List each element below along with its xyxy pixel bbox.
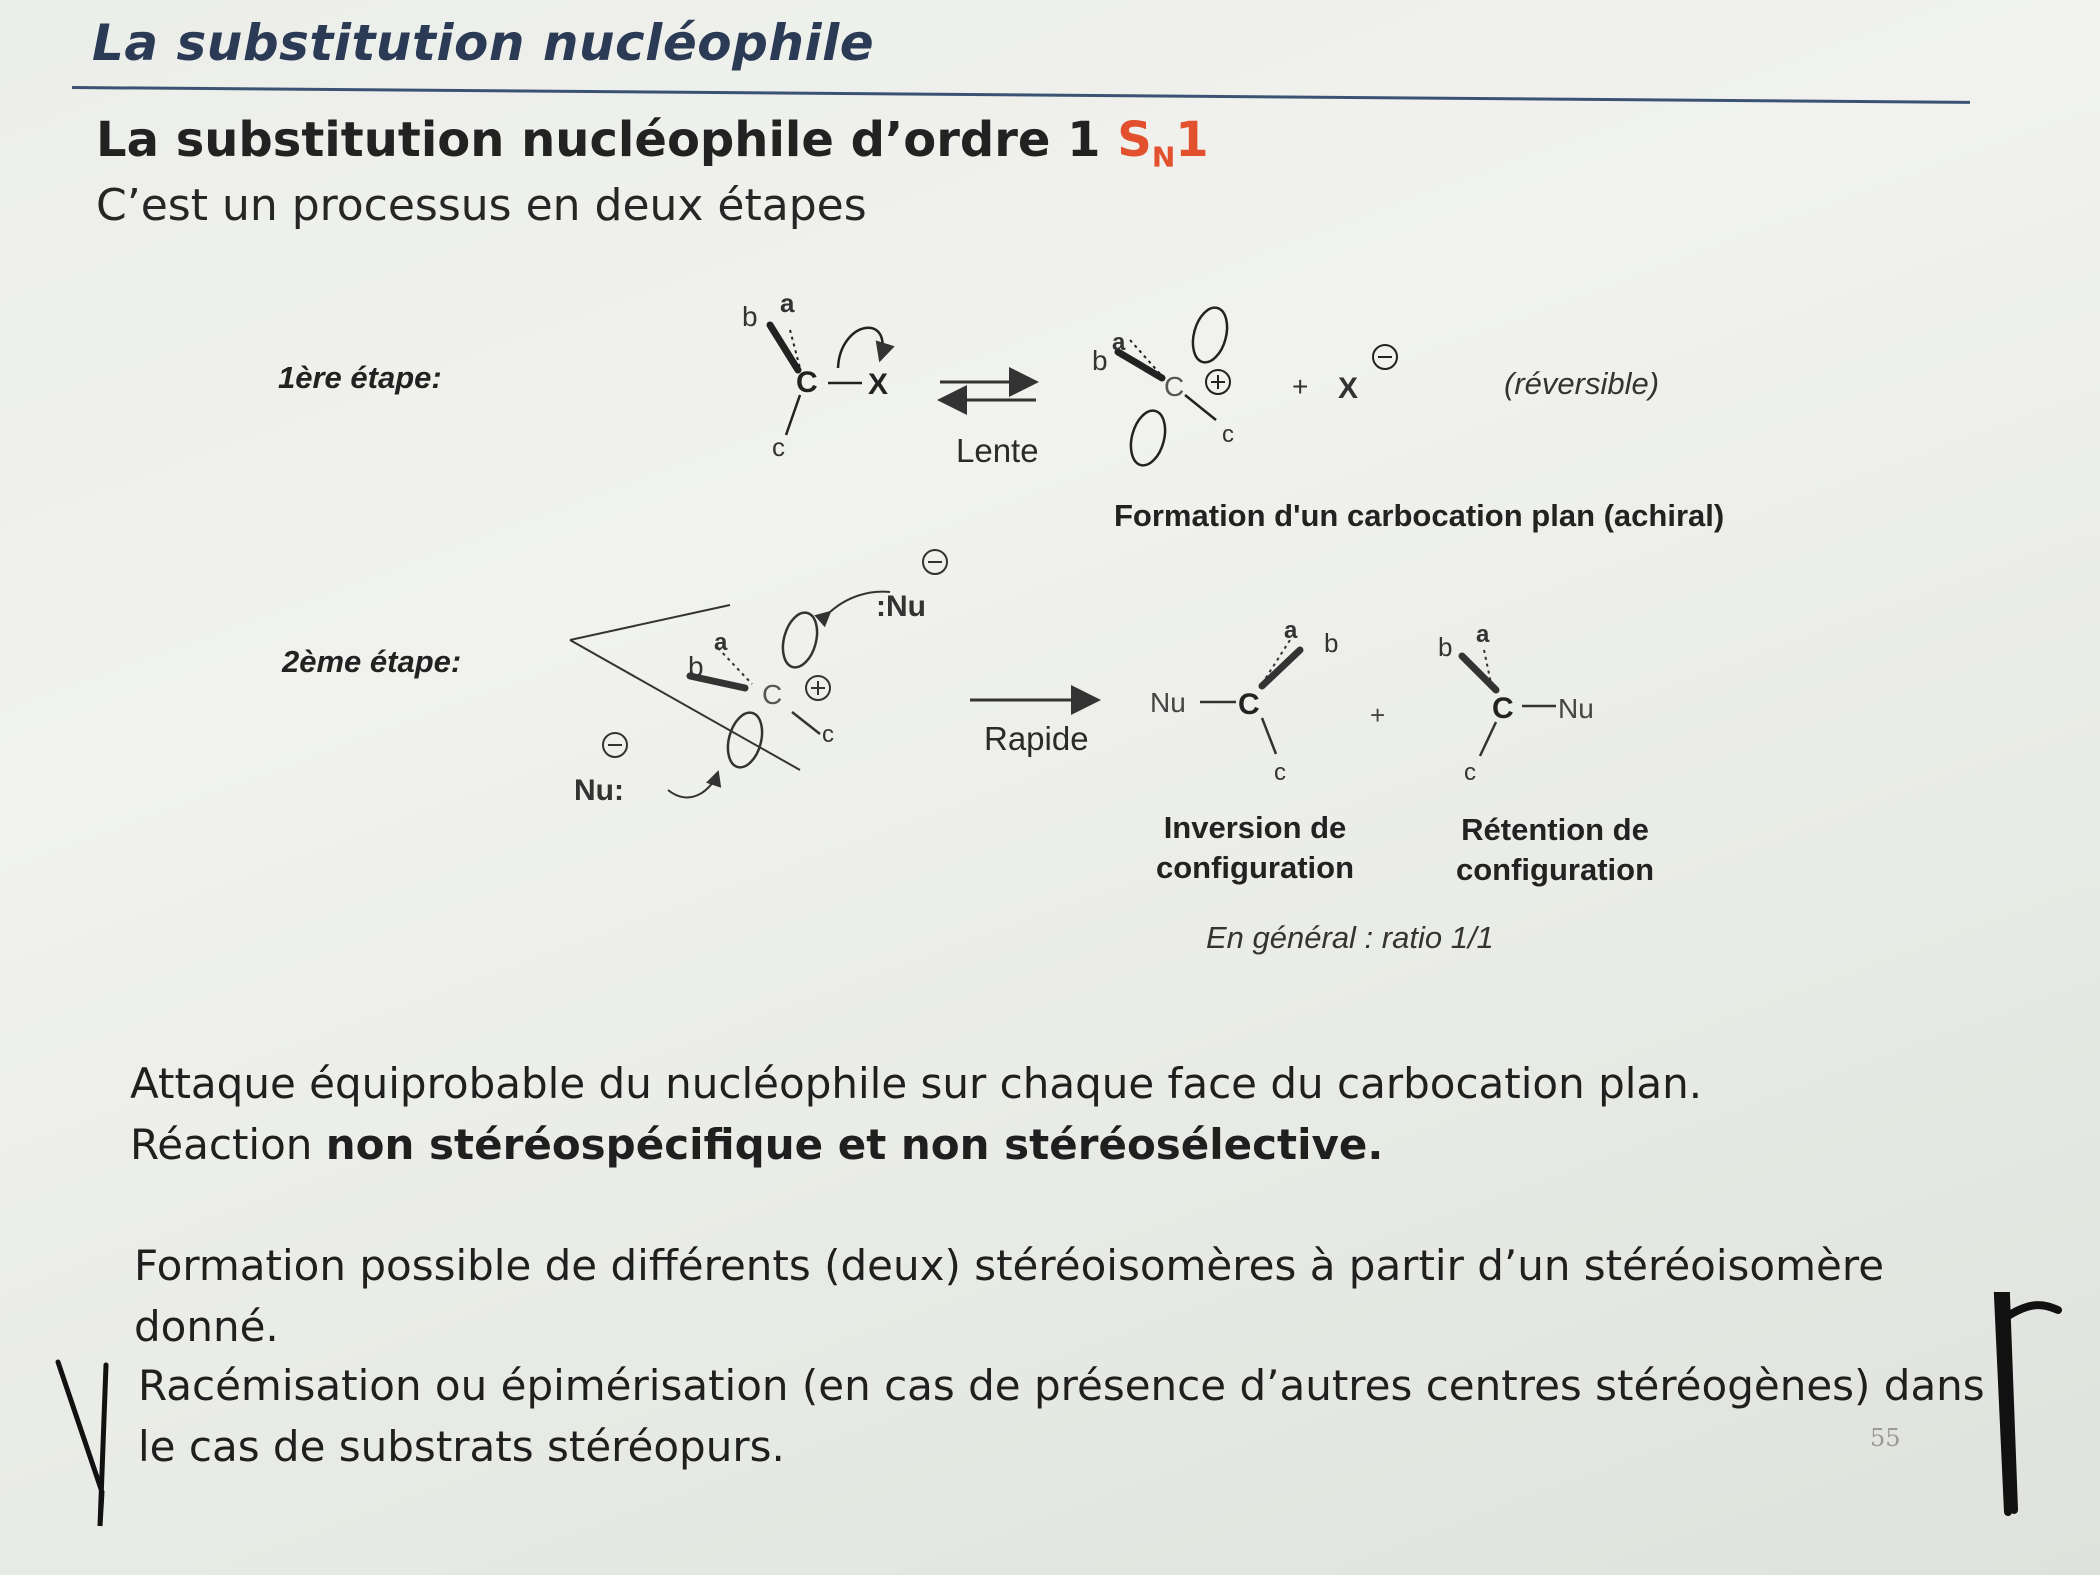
product1-b: b [1324, 628, 1339, 658]
step2-atom-C: C [762, 679, 783, 710]
atom-b: b [742, 301, 758, 332]
leaving-group-X: X [1338, 372, 1359, 405]
product2-a: a [1476, 621, 1490, 648]
paragraph-formation: Formation possible de différents (deux) stéréoisomères à partir d’un stéréoisomère donné. [134, 1241, 1885, 1351]
paragraph-racemisation: Racémisation ou épimérisation (en cas de présence d’autres centres stéréogènes) dans le cas de substrats stéréopurs. [138, 1361, 1985, 1471]
step2-atom-b: b [688, 651, 704, 682]
product1-c: c [1274, 759, 1286, 786]
reversible-label: (réversible) [1504, 366, 1660, 401]
fast-label: Rapide [984, 720, 1089, 757]
product2-c: c [1464, 759, 1476, 786]
pen-mark-right [1998, 1296, 2058, 1512]
product1-Nu: Nu [1150, 687, 1186, 718]
nucleophile-top: :Nu [876, 590, 926, 623]
slow-label: Lente [956, 432, 1039, 469]
inversion-caption: Inversion de configuration [1155, 810, 1355, 886]
cation-atom-c: c [1222, 421, 1234, 448]
atom-a: a [780, 288, 795, 318]
nucleophile-bottom: Nu: [574, 774, 624, 807]
page-number: 55 [1870, 1424, 1901, 1452]
atom-C: C [796, 366, 818, 399]
ratio-label: En général : ratio 1/1 [1206, 920, 1494, 955]
subtitle-text: La substitution nucléophile d’ordre 1 [96, 112, 1118, 168]
pen-mark-left [58, 1362, 106, 1526]
step2-atom-a: a [714, 629, 728, 656]
cation-atom-C: C [1164, 371, 1185, 402]
cation-atom-b: b [1092, 345, 1108, 376]
retention-caption: Rétention de configuration [1455, 812, 1655, 888]
carbocation-caption: Formation d'un carbocation plan (achiral) [1114, 498, 1725, 533]
paragraph-attack: Attaque équiprobable du nucléophile sur chaque face du carbocation plan. Réaction non stéréospécifique et non stéréosélective. [130, 1059, 1703, 1169]
product1-a: a [1284, 617, 1298, 644]
products-plus: + [1370, 700, 1386, 730]
cation-atom-a: a [1112, 329, 1126, 356]
product2-Nu: Nu [1558, 693, 1594, 724]
plus-sign: + [1292, 371, 1309, 402]
product1-C: C [1238, 688, 1260, 721]
product2-C: C [1492, 692, 1514, 725]
step2-atom-c: c [822, 721, 834, 748]
intro-text: C’est un processus en deux étapes [96, 180, 867, 231]
sn1-label: $S_N1$ [1117, 112, 1209, 174]
atom-X: X [868, 368, 889, 401]
step2-label: 2ème étape: [282, 644, 462, 679]
slide-title: La substitution nucléophile [92, 14, 875, 72]
step1-label: 1ère étape: [278, 360, 442, 395]
product2-b: b [1438, 632, 1453, 662]
atom-c: c [772, 432, 785, 462]
